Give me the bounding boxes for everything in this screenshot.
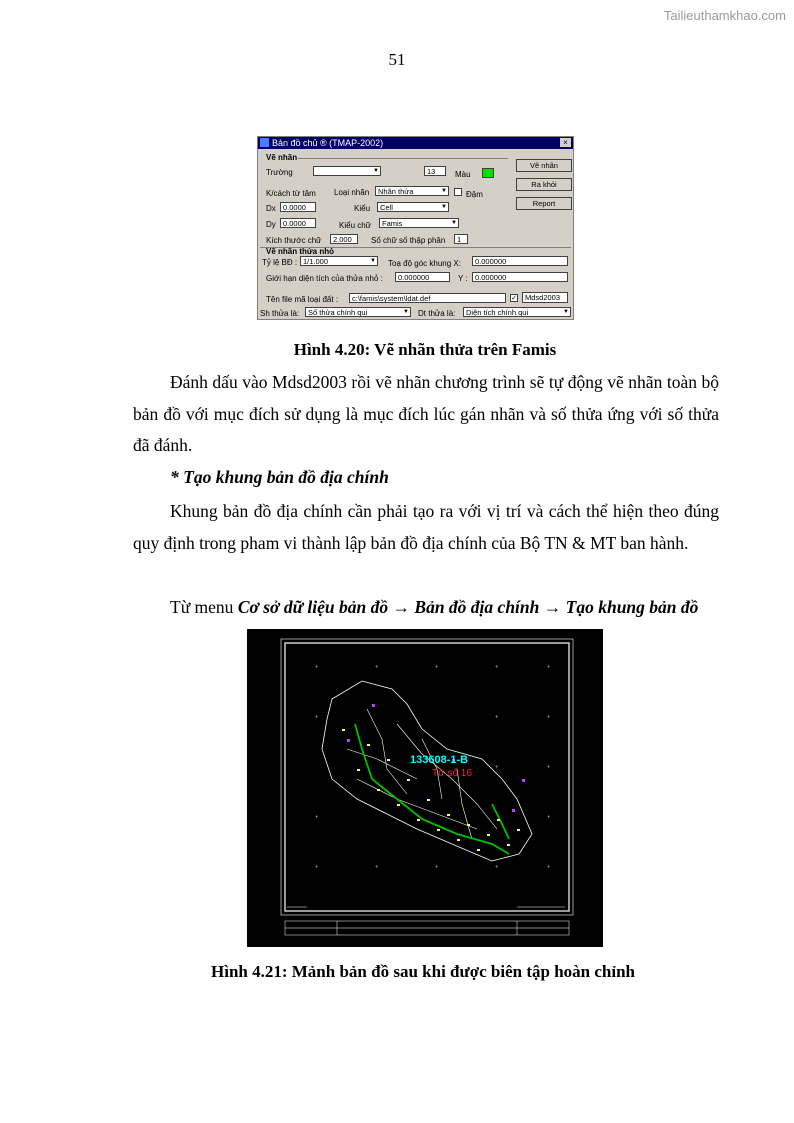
ten-file-field[interactable]: c:\famis\system\ldat.def bbox=[349, 293, 506, 303]
truong-select[interactable] bbox=[313, 166, 381, 176]
chevron-down-icon: ▼ bbox=[373, 168, 379, 174]
map-sheet-label: 133608-1-B bbox=[410, 754, 469, 766]
chevron-down-icon: ▼ bbox=[403, 309, 409, 315]
group-divider bbox=[298, 158, 508, 159]
mau-label: Màu bbox=[455, 170, 471, 179]
svg-text:+: + bbox=[495, 865, 499, 871]
arrow-icon: → bbox=[539, 597, 566, 617]
svg-text:+: + bbox=[547, 665, 551, 671]
watermark: Tailieuthamkhao.com bbox=[663, 8, 786, 23]
mdsd-checkbox[interactable]: ✓ bbox=[511, 295, 517, 302]
so-chu-label: Số chữ số thập phân bbox=[371, 236, 446, 245]
y-field[interactable]: 0.000000 bbox=[472, 272, 568, 282]
loai-nhan-label: Loại nhãn bbox=[334, 188, 370, 197]
kieu-chu-value: Famis bbox=[382, 219, 403, 228]
kcach-label: K/cách từ tâm bbox=[266, 189, 316, 198]
y-label: Y : bbox=[458, 274, 468, 283]
svg-text:+: + bbox=[435, 865, 439, 871]
svg-text:+: + bbox=[495, 765, 499, 771]
dialog-titlebar bbox=[258, 137, 573, 149]
map-legend bbox=[285, 921, 569, 935]
gioi-han-field[interactable]: 0.000000 bbox=[395, 272, 450, 282]
figure-caption-4-20: Hình 4.20: Vẽ nhãn thửa trên Famis bbox=[293, 340, 557, 359]
chevron-down-icon: ▼ bbox=[563, 309, 569, 315]
svg-text:+: + bbox=[375, 665, 379, 671]
dx-label: Dx bbox=[266, 204, 276, 213]
arrow-icon: → bbox=[388, 597, 415, 617]
svg-text:+: + bbox=[315, 665, 319, 671]
group2-label: Vẽ nhãn thửa nhỏ bbox=[266, 247, 335, 256]
sh-thua-label: Sh thửa là: bbox=[260, 309, 300, 318]
ty-le-label: Tỷ lệ BĐ : bbox=[262, 258, 298, 267]
parcel-boundary bbox=[322, 681, 532, 861]
ty-le-select[interactable] bbox=[300, 256, 378, 266]
toa-do-x-field[interactable]: 0.000000 bbox=[472, 256, 568, 266]
svg-text:+: + bbox=[547, 865, 551, 871]
ten-file-label: Tên file mã loại đất : bbox=[266, 295, 339, 304]
dam-checkbox[interactable] bbox=[454, 188, 462, 196]
dt-thua-label: Dt thửa là: bbox=[418, 309, 456, 318]
svg-text:+: + bbox=[435, 665, 439, 671]
report-button[interactable]: Report bbox=[516, 197, 572, 210]
color-swatch[interactable] bbox=[482, 168, 494, 178]
kich-thuoc-field[interactable]: 2.000 bbox=[330, 234, 358, 244]
kieu-select[interactable] bbox=[377, 202, 449, 212]
map-screenshot bbox=[247, 629, 603, 947]
chevron-down-icon: ▼ bbox=[370, 258, 376, 264]
section-heading: * Tạo khung bản đồ địa chính bbox=[170, 467, 389, 487]
dx-field[interactable]: 0.0000 bbox=[280, 202, 316, 212]
map-frame-outer bbox=[281, 639, 573, 915]
svg-text:+: + bbox=[495, 715, 499, 721]
so-chu-field[interactable]: 1 bbox=[454, 234, 468, 244]
app-icon bbox=[260, 138, 269, 147]
kich-thuoc-label: Kích thước chữ bbox=[266, 236, 322, 245]
kieu-chu-select[interactable] bbox=[379, 218, 459, 228]
chevron-down-icon: ▼ bbox=[451, 220, 457, 226]
close-icon[interactable]: × bbox=[560, 138, 571, 147]
loai-nhan-select[interactable] bbox=[375, 186, 449, 196]
figure-caption-4-21: Hình 4.21: Mảnh bản đồ sau khi được biên tập hoàn chỉnh bbox=[211, 962, 635, 981]
loai-nhan-value: Nhãn thửa bbox=[378, 187, 414, 196]
parcel-labels bbox=[342, 729, 520, 851]
dy-field[interactable]: 0.0000 bbox=[280, 218, 316, 228]
svg-text:+: + bbox=[547, 765, 551, 771]
ve-nhan-button[interactable]: Vẽ nhãn bbox=[516, 159, 572, 172]
map-frame-inner bbox=[285, 643, 569, 911]
dy-label: Dy bbox=[266, 220, 276, 229]
menu-item-database: Cơ sở dữ liệu bản đồ bbox=[237, 597, 389, 617]
menu-item-cadastral: Bản đồ địa chính bbox=[414, 597, 540, 617]
svg-text:+: + bbox=[547, 715, 551, 721]
map-sheet-number: Tờ số 16 bbox=[432, 768, 472, 779]
kieu-value: Cell bbox=[380, 203, 393, 212]
gioi-han-label: Giới hạn diện tích của thửa nhỏ : bbox=[266, 274, 383, 283]
dialog-title: Bản đồ chủ ® (TMAP-2002) bbox=[272, 138, 384, 148]
label-dialog bbox=[257, 136, 574, 320]
chevron-down-icon: ▼ bbox=[441, 204, 447, 210]
sh-thua-value: Số thửa chính qui bbox=[308, 308, 368, 317]
mdsd-label: Mdsd2003 bbox=[522, 292, 568, 303]
map-drawing bbox=[247, 629, 603, 947]
svg-text:+: + bbox=[495, 665, 499, 671]
menu-prefix: Từ menu bbox=[170, 597, 238, 617]
chevron-down-icon: ▼ bbox=[441, 188, 447, 194]
truong-label: Trường bbox=[266, 168, 293, 177]
svg-text:+: + bbox=[547, 815, 551, 821]
toa-do-label: Toạ độ góc khung X: bbox=[388, 259, 461, 268]
size-field[interactable]: 13 bbox=[424, 166, 446, 176]
ty-le-value: 1/1.000 bbox=[303, 257, 329, 266]
road-line-branch bbox=[492, 804, 509, 839]
dam-label: Đậm bbox=[466, 190, 483, 199]
svg-text:+: + bbox=[315, 815, 319, 821]
paragraph-2: Khung bản đồ địa chính cần phải tạo ra với vị trí và cách thể hiện theo đúng quy định trong pham vi thành lập bản đồ địa chính của Bộ TN & MT ban hành. bbox=[133, 501, 719, 553]
ra-khoi-button[interactable]: Ra khỏi bbox=[516, 178, 572, 191]
dt-thua-value: Diện tích chính qui bbox=[466, 308, 529, 317]
dt-thua-select[interactable] bbox=[463, 307, 571, 317]
paragraph-1: Đánh dấu vào Mdsd2003 rồi vẽ nhãn chương trình sẽ tự động vẽ nhãn toàn bộ bản đồ với mục đích sử dụng là mục đích lúc gán nhãn và số thửa ứng với số thửa đã đánh. bbox=[133, 372, 719, 455]
svg-text:+: + bbox=[315, 715, 319, 721]
menu-item-create-frame: Tạo khung bản đồ bbox=[565, 597, 699, 617]
group-label: Vẽ nhãn bbox=[266, 153, 298, 162]
page-number: 51 bbox=[388, 50, 406, 69]
kieu-label: Kiểu bbox=[354, 204, 371, 213]
svg-text:+: + bbox=[375, 865, 379, 871]
svg-text:+: + bbox=[315, 865, 319, 871]
kieu-chu-label: Kiểu chữ bbox=[339, 221, 372, 230]
sh-thua-select[interactable] bbox=[305, 307, 411, 317]
menu-path bbox=[133, 592, 719, 624]
